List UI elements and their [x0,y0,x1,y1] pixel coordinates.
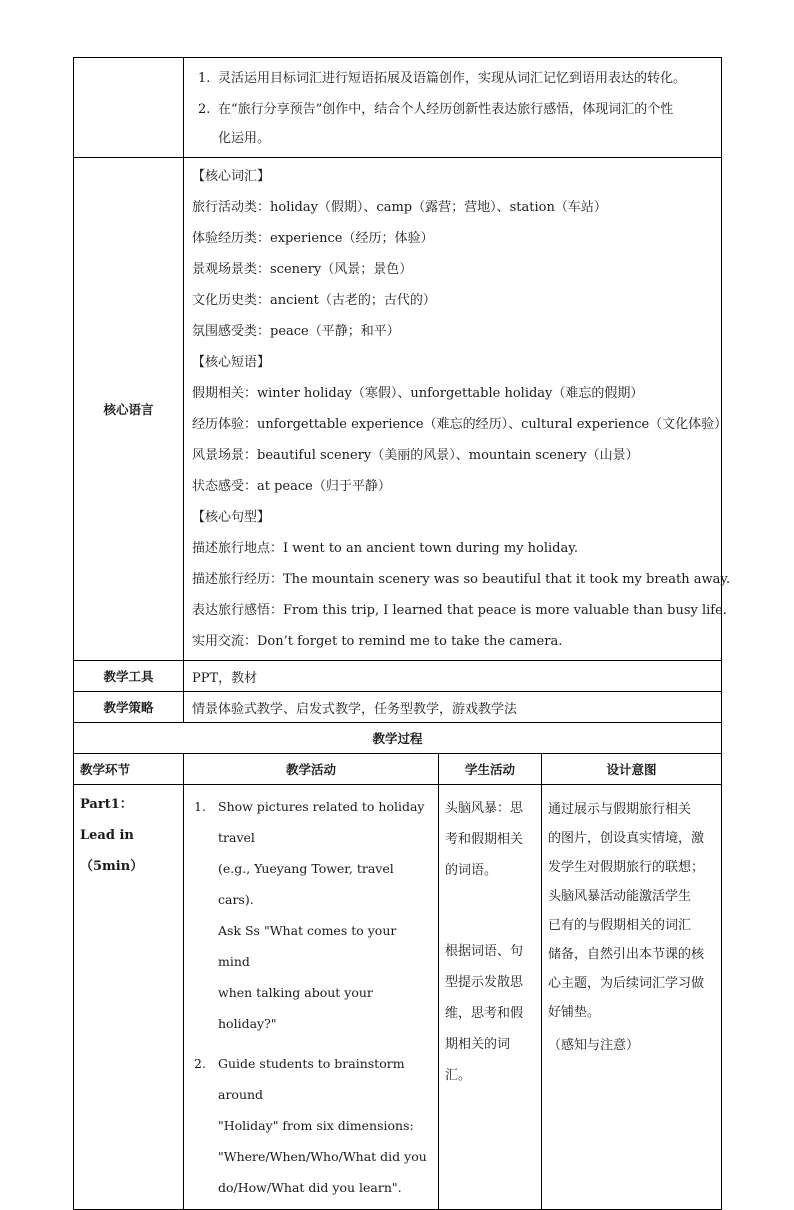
part1-title: Part1： [80,797,133,812]
process-title: 教学过程 [74,723,722,754]
objective-text: 在“旅行分享预告”创作中，结合个人经历创新性表达旅行感悟，体现词汇的个性 [218,102,674,117]
activity-text: Guide students to brainstorm around [218,1056,405,1102]
student-activity-text: 根据词语、句 [445,944,524,959]
vocab-line: 文化历史类：ancient（古老的；古代的） [192,293,436,308]
activity-item [188,1048,432,1203]
part1-name: Lead in [80,828,134,843]
design-text: 发学生对假期旅行的联想； [548,860,705,875]
student-activity-text: 型提示发散思 [445,975,524,990]
part1-row [74,785,722,1210]
section-heading-phrases: 【核心短语】 [192,355,271,370]
objective-text: 灵活运用目标词汇进行短语拓展及语篇创作，实现从词汇记忆到语用表达的转化。 [218,71,687,86]
design-text: 已有的与假期相关的词汇 [548,918,692,933]
phrase-line: 假期相关：winter holiday（寒假）、unforgettable holiday（难忘的假期） [192,386,644,401]
objective-number: 1. [198,71,211,86]
part1-duration: （5min） [80,859,144,874]
sentence-line: 描述旅行地点：I went to an ancient town during my holiday. [192,541,578,556]
phrase-line: 经历体验：unforgettable experience（难忘的经历）、cultural experience（文化体验） [192,417,728,432]
objective-text: 化运用。 [218,131,271,146]
activity-text: Ask Ss "What comes to your mind [218,923,397,969]
phrase-line: 风景场景：beautiful scenery（美丽的风景）、mountain scenery（山景） [192,448,639,463]
objectives-label-cell [74,58,184,158]
activity-text: when talking about your holiday?" [218,985,373,1031]
design-text: 心主题，为后续词汇学习做 [548,976,705,991]
activity-number: 2. [194,1056,206,1071]
vocab-line: 体验经历类：experience（经历；体验） [192,231,434,246]
core-language-content [184,158,731,661]
student-activity-text: 的词语。 [445,863,498,878]
student-activity-text: 期相关的词汇。 [445,1037,511,1083]
lesson-plan-page [73,57,731,1210]
activity-text: do/How/What did you learn". [218,1180,402,1195]
objectives-row [74,58,722,158]
strategy-value: 情景体验式教学、启发式教学，任务型教学，游戏教学法 [184,692,722,723]
core-language-label: 核心语言 [74,158,184,661]
section-heading-vocabulary: 【核心词汇】 [192,169,271,184]
design-text: 头脑风暴活动能激活学生 [548,889,692,904]
objective-item [192,95,713,153]
activity-item [188,791,432,1039]
part1-teaching-activities [184,785,439,1210]
student-activity-text: 头脑风暴：思 [445,801,524,816]
objective-number: 2. [198,102,211,117]
part1-design-intent [542,785,722,1210]
lesson-plan-table [73,57,731,1210]
section-heading-sentences: 【核心句型】 [192,510,271,525]
header-stage: 教学环节 [74,754,184,785]
vocab-line: 景观场景类：scenery（风景；景色） [192,262,413,277]
strategy-row [74,692,722,723]
activity-number: 1. [194,799,206,814]
design-text: 的图片，创设真实情境，激 [548,831,705,846]
tools-label: 教学工具 [74,661,184,692]
vocab-line: 旅行活动类：holiday（假期）、camp（露营；营地）、station（车站） [192,200,607,215]
activity-text: "Where/When/Who/What did you [218,1149,427,1164]
sentence-line: 实用交流：Don’t forget to remind me to take the camera. [192,634,563,649]
header-student-activity: 学生活动 [439,754,542,785]
header-teaching-activity: 教学活动 [184,754,439,785]
student-activity-text: 维，思考和假 [445,1006,524,1021]
process-header-row [74,754,722,785]
activity-text: "Holiday" from six dimensions: [218,1118,414,1133]
objectives-cell [184,58,722,158]
part1-label [74,785,184,1210]
core-language-row [74,158,722,661]
design-text: 通过展示与假期旅行相关 [548,802,692,817]
design-note: （感知与注意） [548,1038,640,1053]
tools-value: PPT，教材 [184,661,722,692]
process-title-row [74,723,722,754]
sentence-line: 描述旅行经历：The mountain scenery was so beautiful that it took my breath away. [192,572,731,587]
objective-item [192,64,713,93]
design-text: 储备，自然引出本节课的核 [548,947,705,962]
sentence-line: 表达旅行感悟：From this trip, I learned that peace is more valuable than busy life. [192,603,727,618]
part1-student-activities [439,785,542,1210]
activity-text: Show pictures related to holiday travel [218,799,425,845]
vocab-line: 氛围感受类：peace（平静；和平） [192,324,400,339]
design-text: 好铺垫。 [548,1005,601,1020]
header-design-intent: 设计意图 [542,754,722,785]
activity-text: (e.g., Yueyang Tower, travel cars). [218,861,394,907]
phrase-line: 状态感受：at peace（归于平静） [192,479,391,494]
tools-row [74,661,722,692]
strategy-label: 教学策略 [74,692,184,723]
student-activity-text: 考和假期相关 [445,832,524,847]
